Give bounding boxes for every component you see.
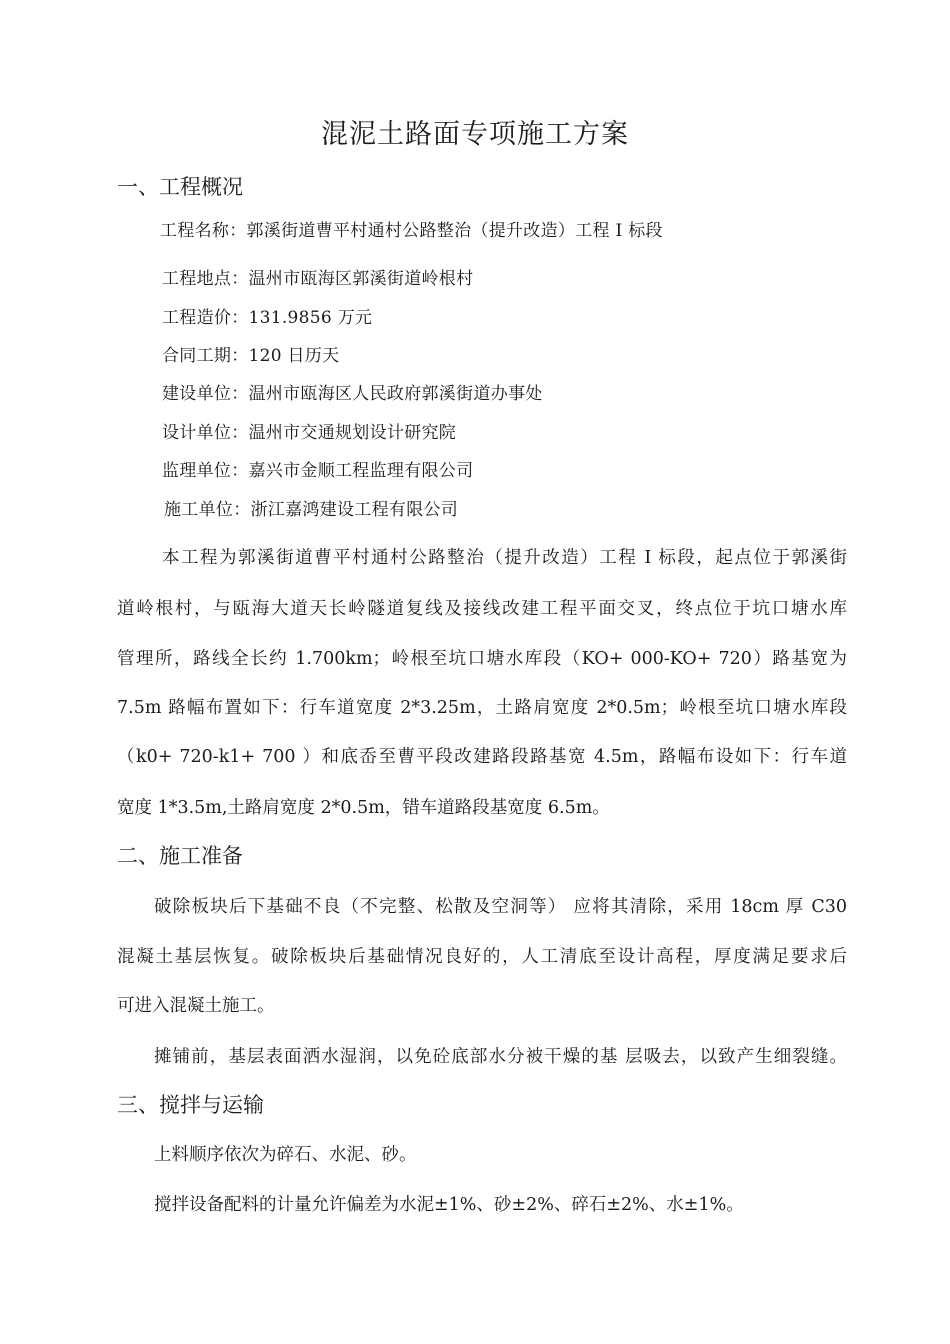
document-title: 混泥土路面专项施工方案 xyxy=(321,119,629,150)
mixing-line-order: 上料顺序依次为碎石、水泥、砂。 xyxy=(154,1145,417,1165)
section-heading-preparation: 二、施工准备 xyxy=(117,844,243,868)
section-heading-mixing-transport: 三、搅拌与运输 xyxy=(117,1093,264,1117)
info-supervision-unit: 监理单位：嘉兴市金顺工程监理有限公司 xyxy=(162,461,474,481)
overview-paragraph-line: 宽度 1*3.5m,土路肩宽度 2*0.5m，错车道路段基宽度 6.5m。 xyxy=(117,798,610,818)
preparation-paragraph-line: 破除板块后下基础不良（不完整、松散及空洞等） 应将其清除，采用 18cm 厚 C30 xyxy=(154,897,847,917)
overview-paragraph-line: 本工程为郭溪街道曹平村通村公路整治（提升改造）工程 I 标段，起点位于郭溪街 xyxy=(162,548,847,568)
section-heading-overview: 一、工程概况 xyxy=(117,175,243,199)
info-project-cost: 工程造价：131.9856 万元 xyxy=(162,308,373,328)
info-contract-period: 合同工期：120 日历天 xyxy=(162,346,340,366)
preparation-paragraph-line: 可进入混凝土施工。 xyxy=(117,996,275,1016)
info-project-location: 工程地点：温州市瓯海区郭溪街道岭根村 xyxy=(162,269,474,289)
info-owner-unit: 建设单位：温州市瓯海区人民政府郭溪街道办事处 xyxy=(162,384,543,404)
preparation-paragraph-line: 混凝土基层恢复。破除板块后基础情况良好的，人工清底至设计高程，厚度满足要求后 xyxy=(117,947,847,967)
mixing-line-tolerance: 搅拌设备配料的计量允许偏差为水泥±1%、砂±2%、碎石±2%、水±1%。 xyxy=(154,1195,744,1215)
overview-paragraph-line: 7.5m 路幅布置如下：行车道宽度 2*3.25m，土路肩宽度 2*0.5m；岭根至坑口塘水库段 xyxy=(117,698,847,718)
preparation-paragraph-2: 摊铺前，基层表面洒水湿润，以免砼底部水分被干燥的基 层吸去，以致产生细裂缝。 xyxy=(154,1047,847,1067)
overview-paragraph-line: （k0+ 720-k1+ 700 ）和底岙至曹平段改建路段路基宽 4.5m，路幅布设如下：行车道 xyxy=(117,747,847,767)
overview-paragraph-line: 道岭根村，与瓯海大道天长岭隧道复线及接线改建工程平面交叉，终点位于坑口塘水库 xyxy=(117,599,847,619)
info-design-unit: 设计单位：温州市交通规划设计研究院 xyxy=(162,423,457,443)
info-project-name: 工程名称：郭溪街道曹平村通村公路整治（提升改造）工程 I 标段 xyxy=(160,221,663,241)
overview-paragraph-line: 管理所，路线全长约 1.700km；岭根至坑口塘水库段（KO+ 000-KO+ 720）路基宽为 xyxy=(117,649,847,669)
info-construction-unit: 施工单位：浙江嘉鸿建设工程有限公司 xyxy=(164,500,459,520)
